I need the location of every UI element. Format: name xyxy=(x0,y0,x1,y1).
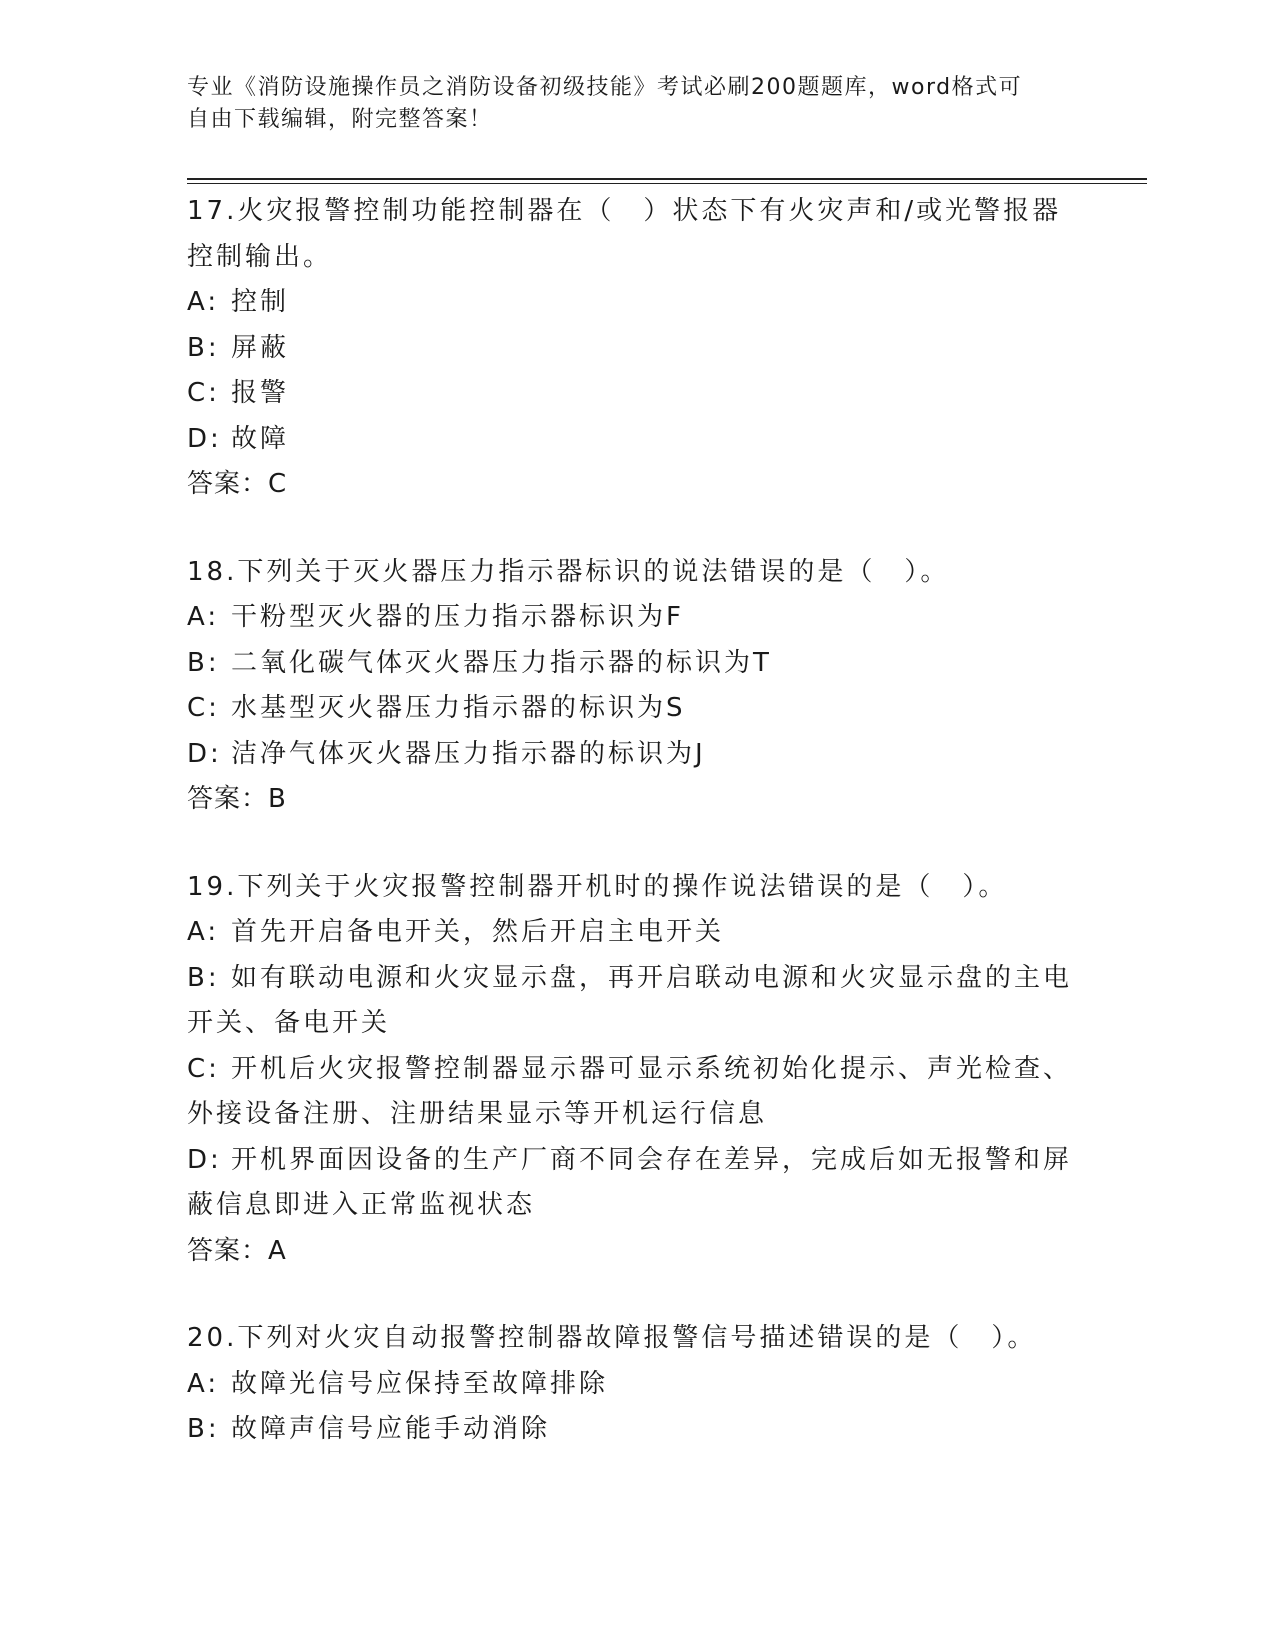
option-b xyxy=(187,1407,1087,1453)
option-b-continued: 开关、备电开关 xyxy=(187,1008,391,1038)
option-letter: C: xyxy=(187,1053,220,1084)
option-letter: B: xyxy=(187,647,220,678)
option-text: 二氧化碳气体灭火器压力指示器的标识为T xyxy=(231,647,772,678)
option-d xyxy=(187,732,1087,778)
option-letter: D: xyxy=(187,738,222,769)
option-b xyxy=(187,641,1087,687)
option-text: 开机后火灾报警控制器显示器可显示系统初始化提示、声光检查、 xyxy=(231,1053,1073,1084)
option-text: 如有联动电源和火灾显示盘，再开启联动电源和火灾显示盘的主电 xyxy=(231,962,1073,993)
option-text: 报警 xyxy=(231,378,290,408)
document-page xyxy=(187,0,1147,1650)
question-19 xyxy=(187,865,1087,1275)
option-d xyxy=(187,417,1087,463)
option-text: 控制 xyxy=(231,287,290,317)
option-c xyxy=(187,371,1087,417)
option-a xyxy=(187,280,1087,326)
option-letter: C: xyxy=(187,378,220,408)
option-b xyxy=(187,326,1087,372)
question-17 xyxy=(187,189,1087,508)
option-c xyxy=(187,1047,1087,1093)
option-text: 首先开启备电开关，然后开启主电开关 xyxy=(231,917,725,947)
option-letter: A: xyxy=(187,1368,220,1399)
option-d xyxy=(187,1138,1087,1184)
option-c-continued: 外接设备注册、注册结果显示等开机运行信息 xyxy=(187,1099,768,1129)
question-list xyxy=(187,189,1087,1495)
option-a xyxy=(187,910,1087,956)
answer-line: 答案：C xyxy=(187,469,288,499)
option-d-continued: 蔽信息即进入正常监视状态 xyxy=(187,1190,536,1220)
option-b xyxy=(187,956,1087,1002)
question-stem: 17.火灾报警控制功能控制器在（ ）状态下有火灾声和/或光警报器 xyxy=(187,196,1062,226)
option-letter: B: xyxy=(187,332,220,363)
option-text: 干粉型灭火器的压力指示器标识为F xyxy=(231,602,684,632)
question-stem: 18.下列关于灭火器压力指示器标识的说法错误的是（ ）。 xyxy=(187,556,950,587)
option-text: 故障声信号应能手动消除 xyxy=(231,1414,551,1444)
document-header xyxy=(187,72,1067,136)
header-divider xyxy=(187,178,1147,184)
option-a xyxy=(187,1362,1087,1408)
question-20 xyxy=(187,1316,1087,1453)
option-letter: D: xyxy=(187,423,222,454)
option-text: 故障光信号应保持至故障排除 xyxy=(231,1368,609,1399)
option-text: 开机界面因设备的生产厂商不同会存在差异，完成后如无报警和屏 xyxy=(231,1144,1073,1175)
option-letter: D: xyxy=(187,1144,222,1175)
question-18 xyxy=(187,550,1087,823)
option-text: 洁净气体灭火器压力指示器的标识为J xyxy=(231,738,706,769)
option-letter: B: xyxy=(187,962,220,993)
question-stem-continued: 控制输出。 xyxy=(187,241,333,272)
option-text: 故障 xyxy=(231,423,290,454)
option-letter: C: xyxy=(187,693,220,723)
option-text: 屏蔽 xyxy=(231,332,290,363)
option-c xyxy=(187,686,1087,732)
option-a xyxy=(187,595,1087,641)
option-text: 水基型灭火器压力指示器的标识为S xyxy=(231,693,686,723)
option-letter: A: xyxy=(187,602,220,632)
question-stem: 19.下列关于火灾报警控制器开机时的操作说法错误的是（ ）。 xyxy=(187,871,1008,902)
answer-line: 答案：B xyxy=(187,784,287,814)
question-stem: 20.下列对火灾自动报警控制器故障报警信号描述错误的是（ ）。 xyxy=(187,1323,1037,1353)
header-line-1: 专业《消防设施操作员之消防设备初级技能》考试必刷200题题库，word格式可 xyxy=(187,75,1023,100)
option-letter: A: xyxy=(187,287,220,317)
header-line-2: 自由下载编辑，附完整答案！ xyxy=(187,107,493,132)
option-letter: A: xyxy=(187,917,220,947)
answer-line: 答案：A xyxy=(187,1235,287,1266)
option-letter: B: xyxy=(187,1414,220,1444)
